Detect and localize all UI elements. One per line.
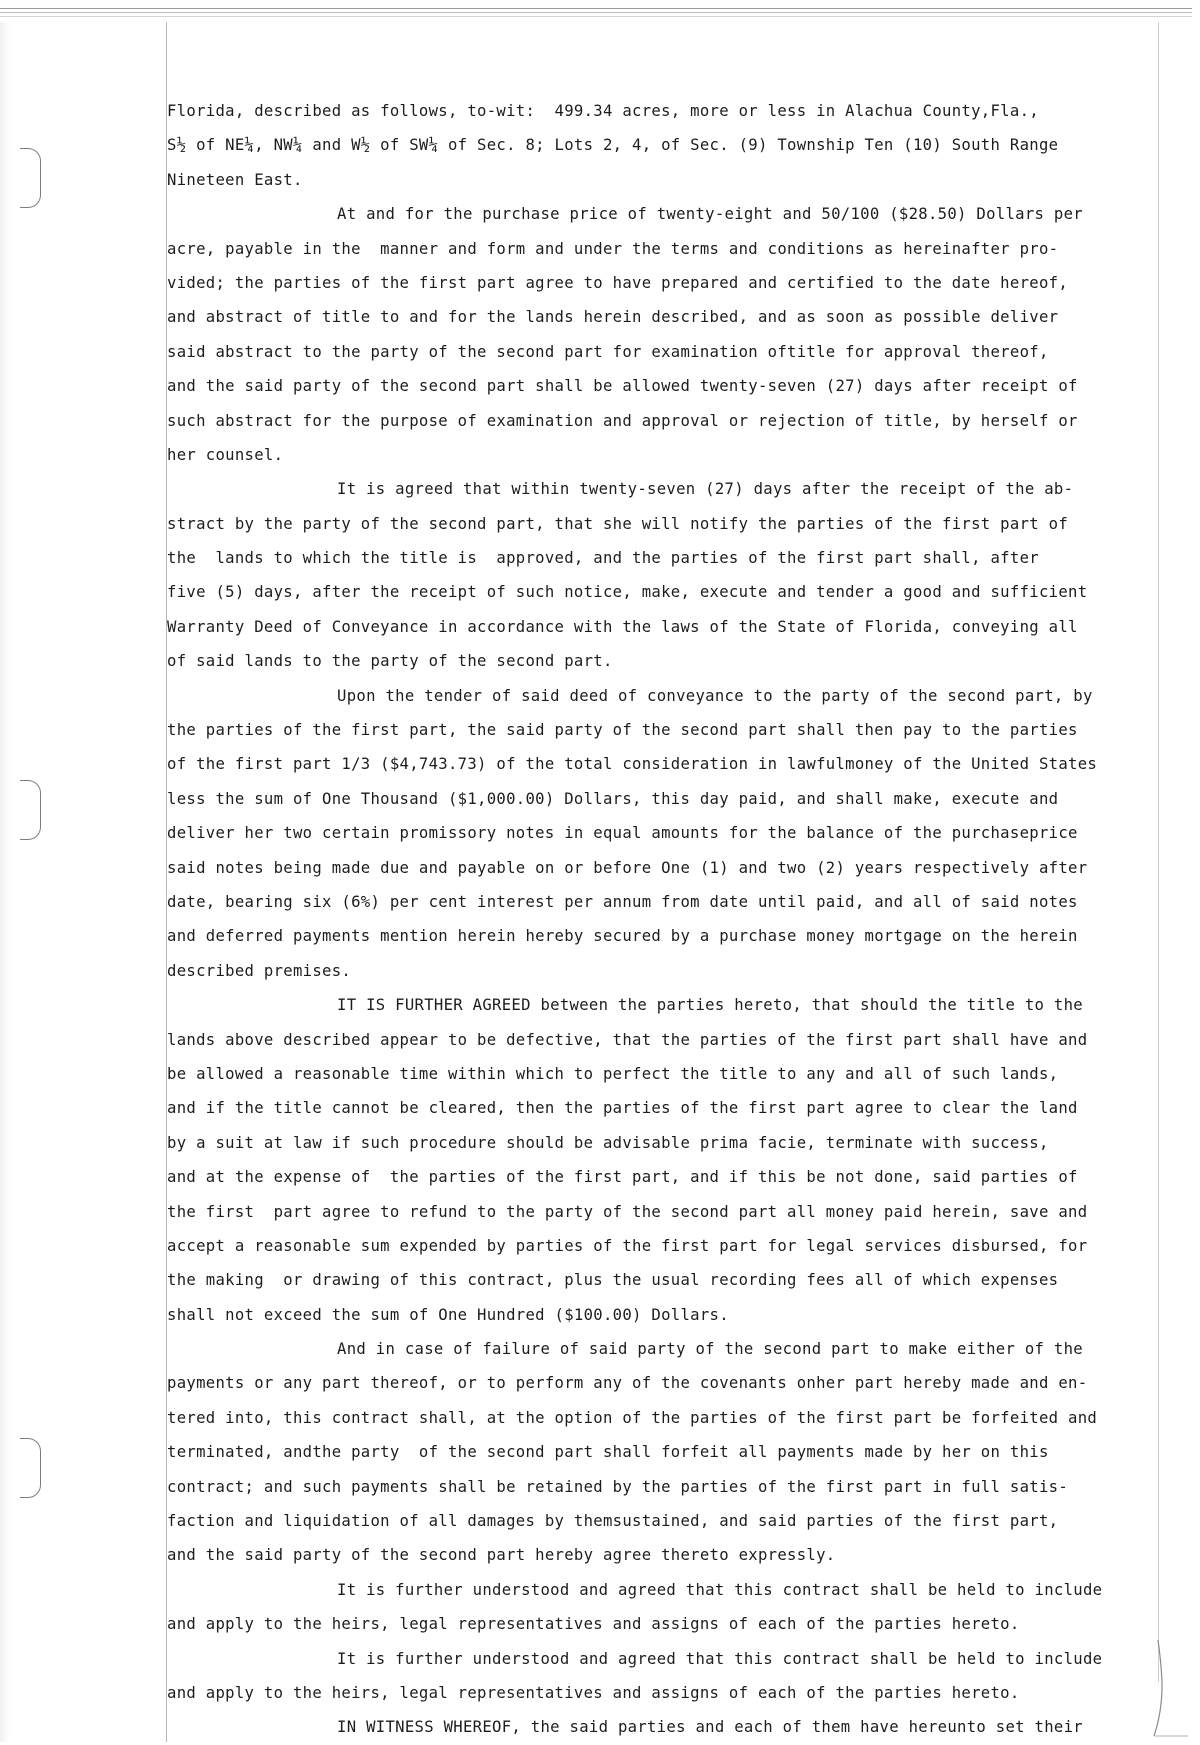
binder-hole bbox=[20, 148, 41, 208]
text-line: the first part agree to refund to the party of the second part all money paid herein, save and bbox=[167, 1202, 1088, 1221]
text-line: of the first part 1/3 ($4,743.73) of the total consideration in lawfulmoney of the United States bbox=[167, 755, 1098, 774]
text-line: and abstract of title to and for the lands herein described, and as soon as possible deliver bbox=[167, 308, 1059, 327]
top-border-rule bbox=[0, 8, 1192, 9]
text-line: S½ of NE¼, NW¼ and W½ of SW¼ of Sec. 8; Lots 2, 4, of Sec. (9) Township Ten (10) South Range bbox=[167, 136, 1059, 155]
text-line: accept a reasonable sum expended by parties of the first part for legal services disbursed, for bbox=[167, 1236, 1088, 1255]
paragraph-first-line: IN WITNESS WHEREOF, the said parties and each of them have hereunto set their bbox=[337, 1718, 1083, 1737]
text-line: and the said party of the second part shall be allowed twenty-seven (27) days after receipt of bbox=[167, 377, 1078, 396]
text-line: faction and liquidation of all damages by themsustained, and said parties of the first part, bbox=[167, 1512, 1059, 1531]
text-line: five (5) days, after the receipt of such notice, make, execute and tender a good and sufficient bbox=[167, 583, 1088, 602]
text-line: Florida, described as follows, to-wit: 499.34 acres, more or less in Alachua County,Fla., bbox=[167, 102, 1039, 120]
paragraph-first-line: It is further understood and agreed that this contract shall be held to include bbox=[337, 1649, 1103, 1668]
text-line: and if the title cannot be cleared, then the parties of the first part agree to clear the land bbox=[167, 1099, 1078, 1118]
text-line: Warranty Deed of Conveyance in accordance with the laws of the State of Florida, conveying all bbox=[167, 617, 1078, 636]
text-line: vided; the parties of the first part agree to have prepared and certified to the date hereof, bbox=[167, 273, 1069, 292]
typewritten-contract-text bbox=[167, 94, 1167, 1745]
text-line: stract by the party of the second part, that she will notify the parties of the first part of bbox=[167, 514, 1069, 533]
text-line: the parties of the first part, the said party of the second part shall then pay to the parties bbox=[167, 721, 1078, 740]
text-line: of said lands to the party of the second part. bbox=[167, 652, 613, 671]
text-line: date, bearing six (6%) per cent interest per annum from date until paid, and all of said notes bbox=[167, 892, 1078, 911]
text-line: and apply to the heirs, legal representatives and assigns of each of the parties hereto. bbox=[167, 1683, 1020, 1702]
text-line: her counsel. bbox=[167, 445, 284, 464]
text-line: less the sum of One Thousand ($1,000.00) Dollars, this day paid, and shall make, execute and bbox=[167, 789, 1059, 808]
text-line: payments or any part thereof, or to perform any of the covenants onher part hereby made and en- bbox=[167, 1374, 1088, 1393]
text-line: tered into, this contract shall, at the option of the parties of the first part be forfeited and bbox=[167, 1408, 1098, 1427]
binder-hole bbox=[20, 1438, 41, 1498]
text-line: and apply to the heirs, legal representatives and assigns of each of the parties hereto. bbox=[167, 1615, 1020, 1634]
text-line: said abstract to the party of the second part for examination oftitle for approval thereof, bbox=[167, 342, 1049, 361]
text-line: described premises. bbox=[167, 961, 352, 980]
text-line: deliver her two certain promissory notes in equal amounts for the balance of the purchaseprice bbox=[167, 824, 1078, 843]
text-line: and the said party of the second part hereby agree thereto expressly. bbox=[167, 1546, 836, 1565]
paragraph-first-line: IT IS FURTHER AGREED between the parties hereto, that should the title to the bbox=[337, 996, 1083, 1015]
text-line: such abstract for the purpose of examination and approval or rejection of title, by herself or bbox=[167, 411, 1078, 430]
text-line: the making or drawing of this contract, plus the usual recording fees all of which expenses bbox=[167, 1271, 1059, 1290]
paragraph-first-line: It is agreed that within twenty-seven (27) days after the receipt of the ab- bbox=[337, 480, 1074, 499]
text-line: said notes being made due and payable on or before One (1) and two (2) years respectively after bbox=[167, 858, 1088, 877]
text-line: the lands to which the title is approved, and the parties of the first part shall, after bbox=[167, 549, 1039, 568]
text-line: acre, payable in the manner and form and under the terms and conditions as hereinafter pro- bbox=[167, 239, 1059, 258]
text-line: lands above described appear to be defective, that the parties of the first part shall have and bbox=[167, 1030, 1088, 1049]
text-line: by a suit at law if such procedure should be advisable prima facie, terminate with success, bbox=[167, 1133, 1049, 1152]
text-line: be allowed a reasonable time within which to perfect the title to any and all of such lands, bbox=[167, 1064, 1059, 1083]
top-border-rule bbox=[0, 16, 1192, 17]
text-line: terminated, andthe party of the second part shall forfeit all payments made by her on this bbox=[167, 1443, 1049, 1462]
text-line: and at the expense of the parties of the first part, and if this be not done, said parties of bbox=[167, 1168, 1078, 1187]
page-edge-shadow bbox=[0, 22, 10, 1742]
paragraph-first-line: And in case of failure of said party of the second part to make either of the bbox=[337, 1340, 1083, 1359]
text-line: and deferred payments mention herein hereby secured by a purchase money mortgage on the herein bbox=[167, 927, 1078, 946]
top-border-rule bbox=[0, 12, 1192, 13]
binder-hole bbox=[20, 780, 41, 840]
paragraph-first-line: It is further understood and agreed that this contract shall be held to include bbox=[337, 1580, 1103, 1599]
text-line: shall not exceed the sum of One Hundred ($100.00) Dollars. bbox=[167, 1305, 729, 1324]
paragraph-first-line: Upon the tender of said deed of conveyance to the party of the second part, by bbox=[337, 686, 1093, 705]
text-line: contract; and such payments shall be retained by the parties of the first part in full satis- bbox=[167, 1477, 1069, 1496]
text-line: Nineteen East. bbox=[167, 170, 303, 189]
paragraph-first-line: At and for the purchase price of twenty-eight and 50/100 ($28.50) Dollars per bbox=[337, 205, 1083, 224]
